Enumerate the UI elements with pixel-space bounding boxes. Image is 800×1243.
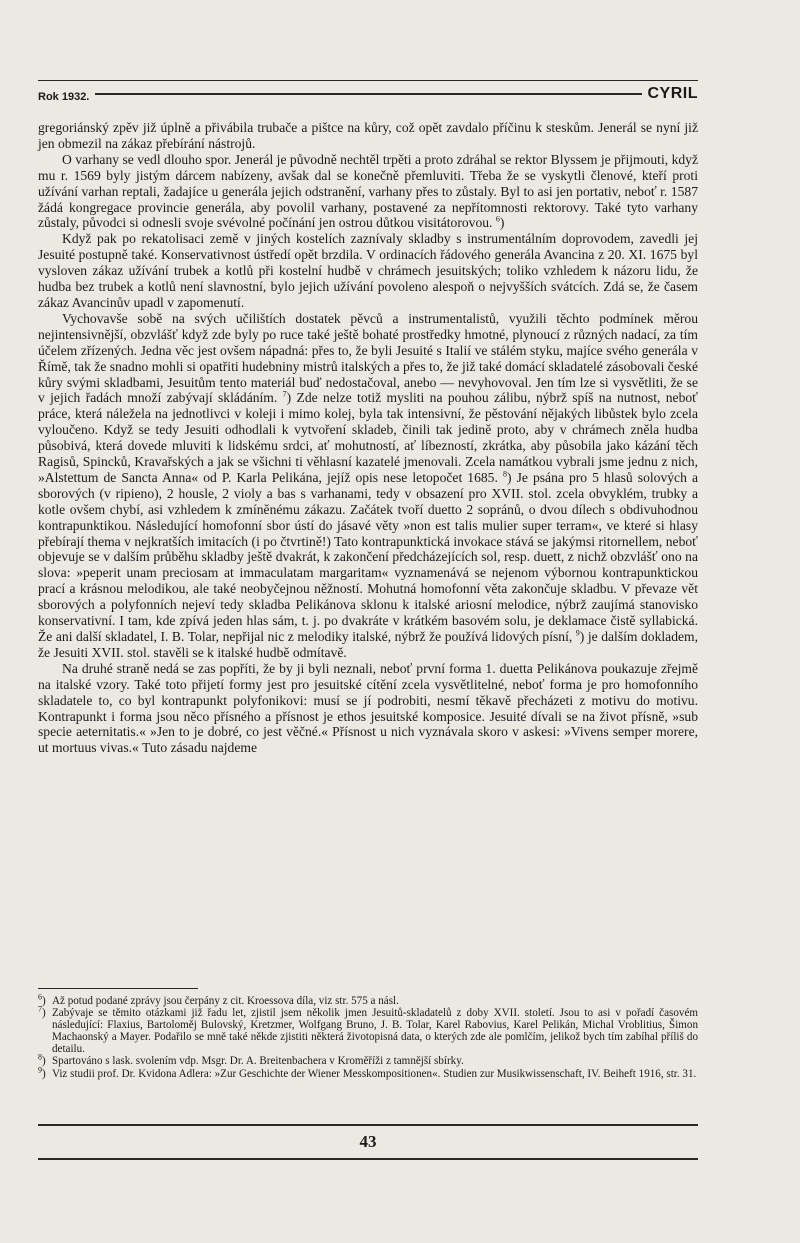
paragraph-4: Vychovavše sobě na svých učilištích dostatek pěvců a instrumentalistů, využili těchto podmínek měrou nejintensivnější, obzvlášť když zde byly po ruce také ještě bohaté prostředky hmotné, plynoucí z různých nadací, za tím účelem zřízených. Jedna věc jest ovšem nápadná: přes to, že byli Jesuité s Italií ve stálém styku, majíce svého generála v Římě, tak že snadno mohli si opatřiti hudebniny mistrů italských a přes to, že již také domácí skladatelé zásobovali české kůry svými skladbami, Jesuitům tento materiál buď nedostačoval, anebo — nevyhovoval. Jen tím lze si vysvětliti, že se v jejich řadách množí zabývají skládáním. $^7$) Zde nelze totiž mysliti na pouhou zálibu, nýbrž spíš na nutnost, neboť práce, která náležela na jednotlivci v koleji i mimo kolej, byla tak intensivní, že pěstování nějakých libůstek bylo zcela vyloučeno. Když se tedy Jesuiti odhodlali k vytvoření skladeb, činili tak jedině proto, aby v chrámech zněla hudba působivá, která dovede mluviti k lidskému srdci, ať mohutností, ať líbezností, zkrátka, aby působila jako kázání těch Ragisů, Spincků, Kravařských a jak se všichni ti věhlasní kazatelé jmenovali. Zcela namátkou vybrali jsme jednu z nich, »Alstettum de Sancta Anna« od P. Karla Pelikána, jejíž opis nese letopočet 1685. $^8$) Je psána pro 5 hlasů solových a sborových (v ripieno), 2 housle, 2 violy a bas s varhanami, tedy v obsazení pro XVII. stol. zcela obvyklém, trubky a kotle ovšem chybí, asi vzhledem k zmíněnému zákazu. Začátek tvoří duetto 2 sopránů, o dvou dílech s obdivuhodnou kontrapunktikou. Následující homofonní sbor ústí do jásavé věty »non est talis mulier super terram«, ve které si hlasy přebírají thema v nejkratších imitacích (i po čtvrtině!) Tato kontrapunktická invokace stává se jakýmsi ritornellem, neboť objevuje se v dalším průběhu skladby ještě dvakrát, k zakončení předcházejících sol, resp. duett, z nichž obzvlášť ono na slova: »peperit unam preciosam at immaculatam margaritam« vyznamenává se nejenom výbornou kontrapunktickou prací a krásnou melodikou, ale také neobyčejnou něžností. Mohutná homofonní věta zakončuje skladbu. V převaze vět sborových a polyfonních nejeví tedy skladba Pelikánova sklonu k italské ariosní melodice, nýbrž zaujímá stanovisko konservativní. I tam, kde zpívá jeden hlas sám, t. j. po dvakráte v krátkém basovém solu, je deklamace čistě syllabická. Že ani další skladatel, I. B. Tolar, nepřijal nic z melodiky italské, nýbrž že používá lidových písní, $^9$) je dalším dokladem, že Jesuiti XVII. stol. stavěli se k italské hudbě odmítavě. [38, 310, 699, 660]
journal-title: CYRIL [642, 85, 699, 103]
note-ref-7[interactable]: 7 [282, 389, 287, 399]
paragraph-2: O varhany se vedl dlouho spor. Jenerál je původně nechtěl trpěti a proto zdráhal se rektor Blyssem je přijmouti, když mu r. 1569 byly jistým dárcem nabízeny, avšak dal se konečně přemluviti. Třeba že se vyskytli členové, kteří proti užívání varhan reptali, žadajíce u generála jejich odstranění, varhany přes to zůstaly. Byl to asi jen portativ, neboť r. 1587 žádá kongregace provincie generála, aby povolil varhany, postavené za nepřítomnosti rektorovy. Také tyto varhany zůstaly, původci si odnesli svoje svévolné počínání jen ostrou důtkou visitátorovou. $^6$) [38, 151, 698, 231]
footer-rule-bottom [38, 1158, 698, 1160]
header-rule [38, 93, 698, 95]
note-ref-6[interactable]: 6 [495, 214, 500, 224]
footnotes [38, 992, 698, 1080]
footnote-8: $^8$) Spartováno s lask. svolením vdp. Msgr. Dr. A. Breitenbachera v Kroměříži z tamnější sbírky. [38, 1052, 464, 1068]
article-body [38, 120, 698, 756]
footnote-rule [38, 988, 198, 989]
running-head [38, 80, 698, 110]
footer-rule-top [38, 1124, 698, 1126]
paragraph-3: Když pak po rekatolisaci země v jiných kostelích zaznívaly skladby s instrumentálním doprovodem, zavedli jej Jesuité postupně také. Konservativnost ústředí opět brzdila. V ordinacích řádového generála Avancina z 20. XI. 1675 byl vysloven zákaz užívání trubek a kotlů při kostelní hudbě v chrámech jesuitských; toliko vzhledem k názoru lidu, že hudba bez trubek a kotlů není slavnostní, bylo jejich užívání povoleno alespoň o nejvyšších svátcích. Zdá se, že časem zákaz Avancinův upadl v zapomenutí. [38, 231, 698, 310]
paragraph-5: Na druhé straně nedá se zas popříti, že by ji byli neznali, neboť první forma 1. duetta Pelikánova poukazuje zřejmě na italské vzory. Také toto přijetí formy jest pro jesuitské cítění zcela vysvětlitelné, neboť forma je pro homofonního skladatele to, co byl kontrapunkt polyfonikovi: musí se jí podrobiti, nesmí těkavě přecházeti z motivu do motivu. Kontrapunkt i forma jsou něco přísného a přísnost je ethos jesuitské komposice. Jesuité dívali se na život přísně, »sub specie aeternitatis.« »Jen to je dobré, co jest věčné.« Přísnost u nich vyznávala skoro v askesi: »Vivens semper morere, ut mortuus vivas.« Tuto zásadu najdeme [38, 660, 698, 756]
paragraph-1: gregoriánský zpěv již úplně a přivábila trubače a pištce na kůry, což opět zavdalo příčinu k steskům. Jenerál se nyní již jen obmezil na zákaz přebírání nástrojů. [38, 120, 698, 151]
header-thin-rule [38, 80, 698, 81]
note-ref-9[interactable]: 9 [575, 628, 580, 638]
footnote-6: $^6$) Až potud podané zprávy jsou čerpány z cit. Kroessova díla, viz str. 575 a násl. [38, 992, 399, 1007]
header-year: Rok 1932. [38, 91, 95, 103]
page-number: 43 [359, 1132, 377, 1151]
footnote-7: $^7$) Zabývaje se těmito otázkami již řadu let, zjistil jsem několik jmen Jesuitů-skladatelů z doby XVII. století. Jsou to asi v pořadí časovém následující: Flaxius, Bartoloměj Bulovský, Kretzmer, Wolfgang Bruno, J. B. Tolar, Karel Rabovius, Karel Pelikán, Michal Vroblitius, Šimon Machaonský a Mayer. Podařilo se mně také někde zjistiti některá životopisná data, o kterých zde ale pomlčím, jelikož bych tím zabíhal příliš do detailu. [38, 1004, 698, 1056]
footnote-9: $^9$) Viz studii prof. Dr. Kvidona Adlera: »Zur Geschichte der Wiener Messkompositionen«. Studien zur Musikwissenschaft, IV. Beiheft 1916, str. 31. [38, 1064, 697, 1080]
note-ref-8[interactable]: 8 [502, 469, 507, 479]
